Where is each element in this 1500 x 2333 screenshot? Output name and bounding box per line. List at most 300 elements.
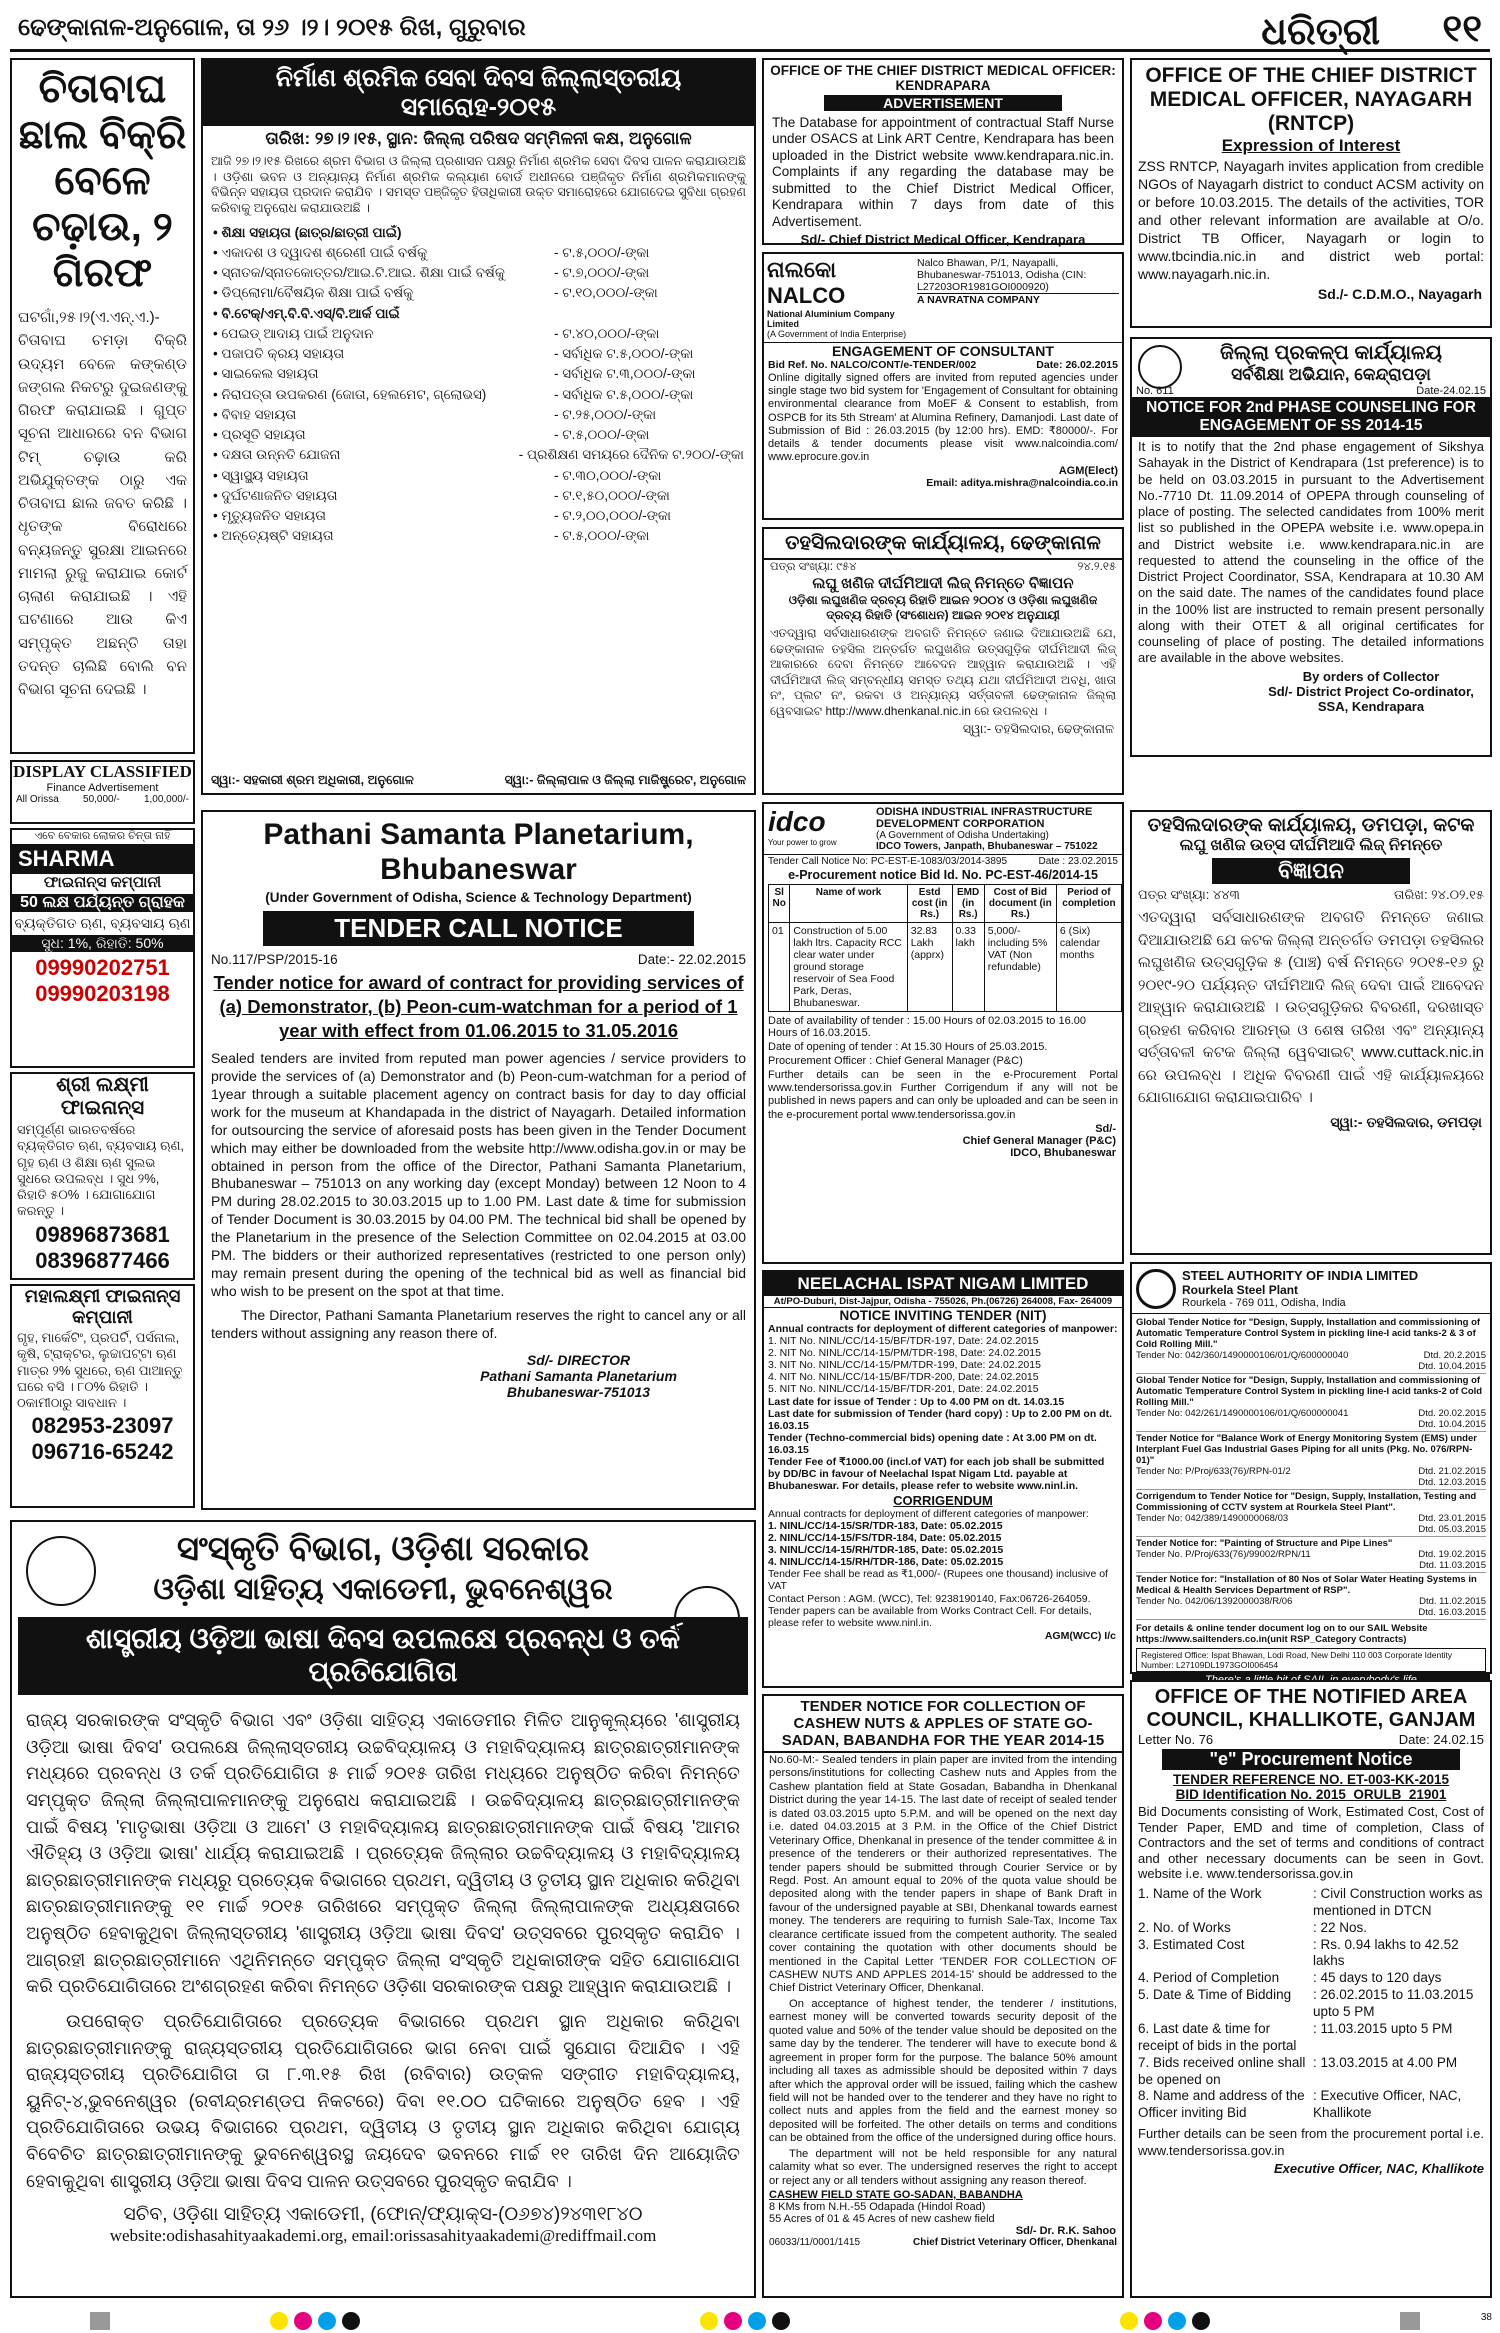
sharma-phone1: 09990202751: [35, 954, 170, 980]
khallikote-intro: Bid Documents consisting of Work, Estimated Cost, Cost of Tender Paper, EMD and time of completion, Class of Contractors and the set of terms and conditions of contract and other necessary documents can be seen in Govt. website i.e. www.tendersorissa.gov.in: [1138, 1804, 1484, 1882]
list-item: 1. NINL/CC/14-15/SR/TDR-183, Date: 05.02.2015: [768, 1520, 1003, 1532]
idco-info4: Further details can be seen in the e-Procurement Portal www.tendersorissa.gov.in Further Corrigendum if any will not be published in news papers and can only be uploaded and can be seen in the e-procurement portal www.tendersorissa.gov.in: [768, 1069, 1118, 1121]
khallikote-item: [1138, 1937, 1484, 1971]
sail-notice: [1136, 1573, 1486, 1620]
sail-notice-row: [1136, 1466, 1486, 1477]
neelachal-corr-title: CORRIGENDUM: [893, 1493, 993, 1508]
list-item: 2. NINL/CC/14-15/FS/TDR-184, Date: 05.02.2015: [768, 1532, 1002, 1544]
nalco-email: Email: aditya.mishra@nalcoindia.co.in: [926, 477, 1118, 490]
idco-name: ODISHA INDUSTRIAL INFRASTRUCTURE DEVELOPMENT CORPORATION: [876, 806, 1093, 830]
benefit-amount: - ଟ.୫,୦୦୦/-ଙ୍କା: [554, 427, 650, 442]
ssa-body: It is to notify that the 2nd phase engagement of Sikshya Sahayak in the District of Kendrapara (1st preference) is to be held on 03.03.2015 in pursuant to the Advertisement No.-7710 Dt. 11.09.2014 of OPEPA through counseling of place of posting. The selected candidates from 100% merit list so published in the OPEPA website i.e. www.opepa.in and District website i.e. www.kendrapara.nic.in are requested to attend the counseling in the office of the District Project Coordinator, SSA, Kendrapara at 10.30 AM on the said date. The names of the candidates found place in the 100% list are instructed to remain present personally along with their OTET & all original certificates for counseling of place of posting. The detailed informations are available in the above websites.: [1138, 439, 1484, 666]
damapada-ref: ପତ୍ର ସଂଖ୍ୟା: ୪୪୩: [1138, 887, 1240, 902]
benefit-label: • ପଜାପତି କ୍ରୟ ସହାୟତା: [213, 346, 345, 361]
damapada-title: ତହସିଲଦାରଙ୍କ କାର୍ଯ୍ୟାଳୟ, ଡମପଡ଼ା, କଟକ: [1147, 815, 1475, 836]
ssa-sign3: SSA, Kendrapara: [1317, 698, 1425, 714]
sail-notice-row: [1136, 1408, 1486, 1419]
sail-name: STEEL AUTHORITY OF INDIA LIMITED: [1182, 1268, 1419, 1283]
cashew-code: 06033/11/0001/1415: [769, 2237, 861, 2248]
item-value: : 22 Nos.: [1313, 1919, 1368, 1935]
idco-sub: (A Government of Odisha Undertaking): [876, 830, 1049, 841]
table-header: Cost of Bid document (in Rs.): [984, 885, 1056, 923]
page-number: ୧୧: [1442, 8, 1482, 50]
benefit-amount: - ସର୍ବାଧିକ ଟ.୩,୦୦୦/-ଙ୍କା: [554, 366, 696, 382]
sail-notice-d1: Dtd. 23.01.2015: [1418, 1513, 1486, 1524]
benefit-label: • ନିରାପତ୍ତା ଉପକରଣ (ଜୋତା, ହେଲମେଟ, ଗ୍ଲୋଭସ): [213, 386, 487, 402]
sail-notice: [1136, 1316, 1486, 1374]
sail-notice-d2: Dtd. 10.04.2015: [1418, 1361, 1486, 1372]
nalco-address: Nalco Bhawan, P/1, Nayapalli, Bhubaneswar-751013, Odisha (CIN: L27203OR1981GOI000920): [917, 257, 1087, 293]
mahalakshmi-phone1: 082953-23097: [31, 1413, 174, 1439]
sanskruti-para2: ଉପରୋକ୍ତ ପ୍ରତିଯୋଗିତାରେ ପ୍ରତ୍ୟେକ ବିଭାଗରେ ପ୍ରଥମ ସ୍ଥାନ ଅଧିକାର କରିଥିବା ଛାତ୍ରଛାତ୍ରୀମାନଙ୍କୁ ରାଜ୍ୟସ୍ତରୀୟ ପ୍ରତିଯୋଗିତାରେ ଭାଗ ନେବା ପାଇଁ ସୁଯୋଗ ଦିଆଯିବ । ଏହି ରାଜ୍ୟସ୍ତରୀୟ ପ୍ରତିଯୋଗିତା ତା ୮.୩.୧୫ ରିଖ (ରବିବାର) ଉତ୍କଳ ସଙ୍ଗୀତ ମହାବିଦ୍ୟାଳୟ, ୟୁନିଟ୍-୪,ଭୁବନେଶ୍ୱର (ରବୀନ୍ଦ୍ରମଣ୍ଡପ ନିକଟରେ) ଦିବା ୧୧.୦୦ ଘଟିକାରେ ଅନୁଷ୍ଠିତ ହେବ । ଏହି ପ୍ରତିଯୋଗିତାରେ ଉଭୟ ବିଭାଗରେ ପ୍ରଥମ, ଦ୍ୱିତୀୟ ଓ ତୃତୀୟ ସ୍ଥାନ ଅଧିକାର କରିଥିବା ଯୋଗ୍ୟ ବିବେଚିତ ଛାତ୍ରଛାତ୍ରୀମାନଙ୍କୁ ଭୁବନେଶ୍ୱରସ୍ଥ ଜୟଦେବ ଭବନରେ ମାର୍ଚ୍ଚ ୧୧ ତାରିଖ ଦିନ ଆୟୋଜିତ ହେବାକୁଥିବା ଶାସ୍ତ୍ରୀୟ ଓଡ଼ିଆ ଭାଷା ଦିବସ ପାଳନ ଉତ୍ସବରେ ପୁରସ୍କୃତ କରାଯିବ ।: [26, 2010, 740, 2191]
sail-notice-title: Tender Notice for "Balance Work of Energy Monitoring System (EMS) under Interplant Fuel Gas Industrial Gases Piping for all units (Pkg. No. 076/RPN-01)": [1136, 1433, 1477, 1466]
nalco-title: ENGAGEMENT OF CONSULTANT: [832, 343, 1054, 359]
ssa-notice: NOTICE FOR 2nd PHASE COUNSELING FOR ENGAGEMENT OF SS 2014-15: [1132, 397, 1490, 437]
benefit-amount: - ଟ.୭,୦୦୦/-ଙ୍କା: [554, 265, 650, 280]
benefit-row: [213, 466, 744, 486]
benefit-label: • ଅନ୍ତ୍ୟେଷ୍ଟି ସହାୟତା: [213, 528, 334, 544]
item-key: 8. Name and address of the Officer inviting Bid: [1138, 2088, 1305, 2121]
sail-notice-d2: Dtd. 05.03.2015: [1418, 1524, 1486, 1535]
lakshmi-finance-ad: [10, 1072, 195, 1280]
damapada-label: ବିଜ୍ଞାପନ: [1212, 858, 1410, 884]
idco-sign1: Sd/-: [1095, 1122, 1116, 1135]
mahalakshmi-body: ଗୃହ, ମାର୍କେଟିଂ, ପ୍ରପର୍ଟି, ପର୍ସନାଲ, କୃଷି, ଟ୍ରାକ୍ଟର, ଲୁଚ୍ଚାପଟ୍ଟା ଋଣ ମାତ୍ର ୨% ସୁଧରେ, ଋଣ ପାଆନ୍ତୁ ଘରେ ବସି । ୮୦% ରିହାତି । ଠକାମୀଠାରୁ ସାବଧାନ ।: [17, 1330, 183, 1410]
table-header: Sl No: [769, 885, 790, 923]
sail-notice-title: Global Tender Notice for "Design, Supply, Installation and commissioning of Automatic Temperature Control System in pickling line-I acid tanks-2 & 3 of Cold Rolling Mill.": [1136, 1317, 1481, 1350]
cashew-field: CASHEW FIELD STATE GO-SADAN, BABANDHA: [769, 2189, 1023, 2201]
benefit-label: • ଡିପ୍ଲୋମା/ବୈଷୟିକ ଶିକ୍ଷା ପାଇଁ ବର୍ଷକୁ: [213, 285, 414, 301]
list-item: Tender Fee of ₹1000.00 (incl.of VAT) for each job shall be submitted by DD/BC in favour of Neelachal Ispat Nigam Ltd. payable at Bhubaneswar. For details, please refer to website www.ninl.in.: [768, 1456, 1105, 1492]
neelachal-corr-list: [764, 1520, 1122, 1568]
benefit-row: [213, 344, 744, 364]
lakshmi-title: ଶ୍ରୀ ଲକ୍ଷ୍ମୀ ଫାଇନାନ୍ସ: [56, 1074, 149, 1119]
nirmana-sign-right: ସ୍ୱା:- ଜିଲ୍ଲାପାଳ ଓ ଜିଲ୍ଲା ମାଜିଷ୍ଟ୍ରେଟ, ଅନୁଗୋଳ: [504, 773, 746, 788]
mahalakshmi-finance-ad: [10, 1284, 195, 1508]
cdmo-kendrapara-ad: [762, 58, 1124, 248]
sail-notice-title: Tender Notice for: "Painting of Structure and Pipe Lines": [1136, 1538, 1393, 1549]
table-cell: 32.83 Lakh (apprx): [907, 923, 952, 1012]
list-item: Tender (Techno-commercial bids) opening date : At 3.00 PM on dt. 16.03.15: [768, 1432, 1097, 1456]
cashew-sign1: Sd/- Dr. R.K. Sahoo: [1015, 2225, 1116, 2237]
benefit-row: [213, 223, 744, 243]
table-cell: 01: [769, 923, 790, 1012]
benefit-amount: - ଟ.୫,୦୦୦/-ଙ୍କା: [554, 528, 650, 544]
chitabagh-title: ଚିତାବାଘ ଛାଲ ବିକ୍ରି ବେଳେ ଚଢ଼ାଉ, ୨ ଗିରଫ: [18, 67, 187, 295]
tahasil-damapada-ad: [1130, 810, 1492, 1255]
nirmana-shramika-ad: [201, 58, 756, 795]
sharma-line2: ବ୍ୟକ୍ତିଗତ ଋଣ, ବ୍ୟବସାୟ ଋଣ: [14, 914, 191, 931]
nalco-logo: NALCO: [767, 283, 846, 308]
idco-logo: idco: [768, 806, 826, 837]
sail-notice-no: Tender No: 042/261/1490000106/01/Q/600000041: [1136, 1408, 1349, 1419]
nayagarh-sub: Expression of Interest: [1221, 136, 1401, 156]
sail-notice-no: Tender No: P/Proj/633(76)/RPN-01/2: [1136, 1466, 1291, 1477]
idco-info3: Procurement Officer : Chief General Manager (P&C): [768, 1055, 1023, 1067]
nirmana-title: ନିର୍ମାଣ ଶ୍ରମିକ ସେବା ଦିବସ ଜିଲ୍ଲାସ୍ତରୀୟ ସମାରୋହ-୨୦୧୫: [203, 60, 754, 126]
planetarium-sign1: Sd/- DIRECTOR: [526, 1351, 631, 1368]
chitabagh-news: [10, 58, 195, 754]
item-value: : 13.03.2015 at 4.00 PM: [1313, 2054, 1458, 2070]
khallikote-item: [1138, 1886, 1484, 1920]
cmyk-dots: [270, 2312, 366, 2330]
item-value: : 11.03.2015 upto 5 PM: [1313, 2020, 1453, 2036]
sail-notice-list: [1132, 1314, 1490, 1622]
table-header: Period of completion: [1056, 885, 1121, 923]
list-item: 3. NINL/CC/14-15/RH/TDR-185, Date: 05.02.2015: [768, 1544, 1004, 1556]
idco-sign2: Chief General Manager (P&C): [962, 1134, 1116, 1147]
planetarium-sign2: Pathani Samanta Planetarium: [480, 1367, 677, 1384]
idco-table: [768, 884, 1122, 1012]
grey-swatch: [90, 2312, 110, 2330]
damapada-date: ତାରିଖ: ୨୪.୦୨.୧୫: [1394, 887, 1484, 902]
sail-plant: Rourkela Steel Plant: [1182, 1283, 1299, 1297]
benefit-row: [213, 385, 744, 405]
benefit-amount: - ଟ.୨୫,୦୦୦/-ଙ୍କା: [554, 406, 657, 422]
sharma-line1: 50 ଲକ୍ଷ ପର୍ଯ୍ୟନ୍ତ ଗ୍ରାହକ: [12, 894, 193, 912]
benefit-amount: - ଟ.୪୦,୦୦୦/-ଙ୍କା: [554, 325, 660, 341]
footer-page: 38: [1480, 2312, 1492, 2323]
item-key: 7. Bids received online shall be opened on: [1138, 2054, 1306, 2087]
tahasil-dhenkanal-title: ତହସିଲଦାରଙ୍କ କାର୍ଯ୍ୟାଳୟ, ଢେଙ୍କାନାଳ: [764, 529, 1122, 560]
neelachal-name: NEELACHAL ISPAT NIGAM LIMITED: [764, 1272, 1122, 1296]
cdmo-kendrapara-office: OFFICE OF THE CHIEF DISTRICT MEDICAL OFFICER: KENDRAPARA: [770, 63, 1116, 93]
sail-notice-no: Tender No: 042/389/1490000068/03: [1136, 1513, 1289, 1524]
khallikote-sign: Executive Officer, NAC, Khallikote: [1274, 2161, 1484, 2177]
item-key: 4. Period of Completion: [1138, 1970, 1280, 1986]
sail-notice-row: [1136, 1350, 1486, 1361]
sail-notice-d1: Dtd. 19.02.2015: [1418, 1549, 1486, 1560]
khallikote-office: OFFICE OF THE NOTIFIED AREA COUNCIL, KHALLIKOTE, GANJAM: [1146, 1686, 1476, 1731]
tahasil-dhenkanal-ad: [762, 527, 1124, 795]
benefit-label: • ପେଇଡ୍ ଆଦାୟ ପାଇଁ ଅନୁଦାନ: [213, 325, 374, 341]
benefit-row: [213, 364, 744, 384]
benefit-label: • ଦକ୍ଷତା ଉନ୍ନତି ଯୋଜନା: [213, 447, 341, 463]
cashew-body3: The department will not be held responsible for any natural calamity what so ever. The undersigned reserves the right to accept or reject any or all tenders without assigning any reason thereof.: [769, 2147, 1117, 2187]
nalco-ad: [762, 252, 1124, 520]
classified-title: DISPLAY CLASSIFIED: [13, 762, 192, 781]
table-cell: Construction of 5.00 lakh ltrs. Capacity RCC clear water under ground storage reservoir of Sea Food Park, Deras, Bhubaneswar.: [790, 923, 907, 1012]
classified-rate2: 1,00,000/-: [143, 794, 189, 805]
damapada-body: ଏତଦ୍ୱାରା ସର୍ବସାଧାରଣଙ୍କ ଅବଗତି ନିମନ୍ତେ ଜଣାଇ ଦିଆଯାଉଅଛି ଯେ କଟକ ଜିଲ୍ଲା ଅନ୍ତର୍ଗତ ଡମପଡ଼ା ତହସିଲର ଲଘୁଖଣିଜ ଉତ୍ସଗୁଡ଼ିକ ୫ (ପାଞ୍ଚ) ବର୍ଷ ନିମନ୍ତେ ୨୦୧୫-୧୬ ରୁ ୨୦୧୯-୨୦ ପର୍ଯ୍ୟନ୍ତ ଦୀର୍ଘମିଆଦି ଲିଜ୍ ଦେବା ପାଇଁ ଆବେଦନ ଆହ୍ୱାନ କରାଯାଉଅଛି । ଉତ୍ସଗୁଡ଼ିକର ବିବରଣୀ, ଦରଖାସ୍ତ ଗ୍ରହଣ କରିବାର ଆରମ୍ଭ ଓ ଶେଷ ତାରିଖ ଏବଂ ଅନ୍ୟାନ୍ୟ ସର୍ତ୍ତାବଳୀ କଟକ ଜିଲ୍ଲା ୱେବସାଇଟ୍ www.cuttack.nic.in ରେ ଉପଲବ୍ଧ । ଅଧିକ ବିବରଣୀ ପାଇଁ ଏହି କାର୍ଯ୍ୟାଳୟରେ ଯୋଗାଯୋଗ କରାଯାଇପାରିବ ।: [1138, 909, 1484, 1106]
sail-notice-row: [1136, 1560, 1486, 1571]
benefit-row: [213, 324, 744, 344]
neelachal-corr-intro: Annual contracts for deployment of different categories of manpower:: [768, 1508, 1089, 1520]
sail-logo-icon: [1136, 1269, 1176, 1309]
benefit-amount: - ସର୍ବାଧିକ ଟ.୫,୦୦୦/-ଙ୍କା: [554, 386, 694, 402]
neelachal-contact: Contact Person : AGM. (WCC), Tel: 9238190140, Fax:06726-264059. Tender papers can be available from Works Contract Cell. For details, please refer to website www.ninl.in.: [768, 1593, 1092, 1629]
sanskruti-para1: ରାଜ୍ୟ ସରକାରଙ୍କ ସଂସ୍କୃତି ବିଭାଗ ଏବଂ ଓଡ଼ିଶା ସାହିତ୍ୟ ଏକାଡେମୀର ମିଳିତ ଆନୁକୂଲ୍ୟରେ 'ଶାସ୍ତ୍ରୀୟ ଓଡ଼ିଆ ଭାଷା ଦିବସ' ଉପଲକ୍ଷେ ଜିଲ୍ଲାସ୍ତରୀୟ ଉଚ୍ଚବିଦ୍ୟାଳୟ ଓ ମହାବିଦ୍ୟାଳୟ ଛାତ୍ରଛାତ୍ରୀମାନଙ୍କ ମଧ୍ୟରେ ପ୍ରବନ୍ଧ ଓ ତର୍କ ପ୍ରତିଯୋଗିତା ୫ ମାର୍ଚ୍ଚ ୨୦୧୫ ତାରିଖ ମଧ୍ୟରେ ଅନୁଷ୍ଠିତ କରିବା ନିମନ୍ତେ ସମ୍ପୃକ୍ତ ଜିଲ୍ଲା ଜିଲ୍ଲାପାଳମାନଙ୍କୁ ଅନୁରୋଧ କରାଯାଇଅଛି । ଉଚ୍ଚବିଦ୍ୟାଳୟ ଛାତ୍ରଛାତ୍ରୀମାନଙ୍କ ପାଇଁ ବିଷୟ 'ମାତୃଭାଷା ଓଡ଼ିଆ ଓ ଆମେ' ଓ ମହାବିଦ୍ୟାଳୟ ଛାତ୍ରଛାତ୍ରୀମାନଙ୍କ ପାଇଁ ବିଷୟ 'ଆମର ଐତିହ୍ୟ ଓ ଓଡ଼ିଆ ଭାଷା' ଧାର୍ଯ୍ୟ କରାଯାଇଅଛି । ପ୍ରତ୍ୟେକ ଜିଲ୍ଲାର ଉଚ୍ଚବିଦ୍ୟାଳୟ ଓ ମହାବିଦ୍ୟାଳୟ ଛାତ୍ରଛାତ୍ରୀମାନଙ୍କ ମଧ୍ୟରୁ ପ୍ରତ୍ୟେକ ବିଭାଗରେ ପ୍ରଥମ, ଦ୍ୱିତୀୟ ଓ ତୃତୀୟ ସ୍ଥାନ ଅଧିକାର କରିଥିବା ଛାତ୍ରଛାତ୍ରୀମାନଙ୍କୁ ୧୧ ମାର୍ଚ୍ଚ ୨୦୧୫ ତାରିଖରେ ସମ୍ପୃକ୍ତ ଜିଲ୍ଲା ଜିଲ୍ଲାପାଳଙ୍କ ଅଧ୍ୟକ୍ଷତାରେ ଅନୁଷ୍ଠିତ ହେବାକୁଥିବା ଜିଲ୍ଲାସ୍ତରୀୟ 'ଶାସ୍ତ୍ରୀୟ ଓଡ଼ିଆ ଭାଷା ଦିବସ' ଉତ୍ସବରେ ପୁରସ୍କୃତ କରାଯିବ । ଆଗ୍ରହୀ ଛାତ୍ରଛାତ୍ରୀମାନେ ଏଥିନିମନ୍ତେ ସମ୍ପୃକ୍ତ ଜିଲ୍ଲା ସଂସ୍କୃତି ଅଧିକାରୀଙ୍କ ସହିତ ଯୋଗାଯୋଗ କରି ପ୍ରତିଯୋଗିତାରେ ଅଂଶଗ୍ରହଣ କରିବା ନିମନ୍ତେ ଓଡ଼ିଶା ସରକାରଙ୍କ ପକ୍ଷରୁ ଆହ୍ୱାନ କରାଯାଉଅଛି ।: [26, 1710, 740, 1997]
damapada-sign: ସ୍ୱା:- ତହସିଲଦାର, ଡମପଡ଼ା: [1330, 1113, 1482, 1130]
ssa-title: ଜିଲ୍ଲା ପ୍ରକଳ୍ପ କାର୍ଯ୍ୟାଳୟ: [1220, 342, 1442, 364]
nirmana-sign-left: ସ୍ୱା:- ସହକାରୀ ଶ୍ରମ ଅଧିକାରୀ, ଅନୁଗୋଳ: [211, 773, 414, 788]
cdmo-nayagarh-ad: [1130, 58, 1492, 328]
benefit-row: [213, 304, 744, 324]
khallikote-ref2: BID Identification No. 2015_ORULB_21901: [1175, 1787, 1447, 1802]
nalco-logo-odia: ନାଲକୋ: [767, 257, 837, 282]
ssa-no: No. 611: [1136, 385, 1174, 397]
benefit-row: [213, 263, 744, 283]
nayagarh-sign: Sd./- C.D.M.O., Nayagarh: [1317, 285, 1482, 302]
damapada-sub: ଲଘୁ ଖଣିଜ ଉତ୍ସ ଦୀର୍ଘମିଆଦି ଲିଜ୍ ନିମନ୍ତେ: [1179, 837, 1443, 854]
cdmo-kendrapara-label: ADVERTISEMENT: [824, 95, 1062, 111]
page-header: [10, 6, 1490, 52]
nirmana-benefit-list: [203, 219, 754, 551]
print-registration-bar: [0, 2308, 1500, 2333]
classified-rate-label: All Orissa: [16, 794, 59, 805]
benefit-amount: - ସର୍ବାଧିକ ଟ.୫,୦୦୦/-ଙ୍କା: [554, 346, 694, 361]
idco-sign3: IDCO, Bhubaneswar: [1010, 1146, 1116, 1159]
nayagarh-office: OFFICE OF THE CHIEF DISTRICT MEDICAL OFFICER, NAYAGARH (RNTCP): [1145, 64, 1477, 136]
benefit-row: [213, 243, 744, 263]
sail-notice-title: Tender Notice for: "Installation of 80 Nos of Solar Water Heating Systems in Medical & Health Services Department of RSP".: [1136, 1574, 1477, 1596]
benefit-amount: [554, 304, 744, 324]
planetarium-title: Pathani Samanta Planetarium, Bhubaneswar: [263, 818, 694, 886]
table-cell: 0.33 lakh: [952, 923, 984, 1012]
sail-notice: [1136, 1537, 1486, 1573]
khallikote-item: [1138, 2021, 1484, 2055]
tahasil-dhenkanal-law: ଓଡ଼ିଶା ଲଘୁଖଣିଜ ଦ୍ରବ୍ୟ ରିହାତି ଆଇନ ୨୦୦୪ ଓ ଓଡ଼ିଶା ଲଘୁଖଣିଜ ଦ୍ରବ୍ୟ ରିହାତି (ସଂଶୋଧନ) ଆଇନ ୨୦୧୪ ଅନୁଯାୟୀ: [788, 593, 1098, 622]
khallikote-notice: "e" Procurement Notice: [1162, 1749, 1460, 1770]
nirmana-intro: ଆଜି ୨୭।୨।୧୫ ରିଖରେ ଶ୍ରମ ବିଭାଗ ଓ ଜିଲ୍ଲା ପ୍ରଶାସନ ପକ୍ଷରୁ ନିର୍ମାଣ ଶ୍ରମିକ ସେବା ଦିବସ ପାଳନ କରାଯାଉଅଛି । ଓଡ଼ିଶା ଭବନ ଓ ଅନ୍ୟାନ୍ୟ ନିର୍ମାଣ ଶ୍ରମିକ କଲ୍ୟାଣ ବୋର୍ଡ ଅଧୀନରେ ପଞ୍ଜିକୃତ ନିର୍ମାଣ ଶ୍ରମିକମାନଙ୍କୁ ବିଭିନ୍ନ ସହାୟତା ପ୍ରଦାନ କରାଯିବ । ସମସ୍ତ ପଞ୍ଜିକୃତ ହିତାଧିକାରୀ ଉକ୍ତ ସମାରୋହରେ ଯୋଗଦେଇ ସୁବିଧା ଗ୍ରହଣ କରିବାକୁ ଅନୁରୋଧ କରାଯାଉଅଛି ।: [211, 154, 746, 215]
item-key: 5. Date & Time of Bidding: [1138, 1987, 1292, 2003]
benefit-label: • ମୃତ୍ୟୁଜନିତ ସହାୟତା: [213, 508, 326, 523]
khallikote-item: [1138, 1987, 1484, 2021]
tahasil-dhenkanal-sub: ଲଘୁ ଖଣିଜ ଦୀର୍ଘମିଆଦୀ ଲିଜ୍ ନିମନ୍ତେ ବିଜ୍ଞାପନ: [812, 575, 1074, 592]
benefit-amount: [554, 223, 744, 243]
benefit-label: • ଏକାଦଶ ଓ ଦ୍ୱାଦଶ ଶ୍ରେଣୀ ପାଇଁ ବର୍ଷକୁ: [213, 244, 428, 260]
ssa-sub: ସର୍ବଶିକ୍ଷା ଅଭିଯାନ, କେନ୍ଦ୍ରାପଡ଼ା: [1231, 365, 1431, 384]
nalco-sub: (A Government of India Enterprise): [767, 329, 907, 339]
benefit-label: • ସାଇକେଲ ସହାୟତା: [213, 366, 319, 382]
sail-notice-row: [1136, 1524, 1486, 1535]
table-header: Estd cost (in Rs.): [907, 885, 952, 923]
list-item: Last date for issue of Tender : Up to 4.00 PM on dt. 14.03.15: [768, 1396, 1065, 1408]
benefit-label: • ଶିକ୍ଷା ସହାୟତା (ଛାତ୍ର/ଛାତ୍ରୀ ପାଇଁ): [213, 224, 402, 240]
list-item: 4. NIT No. NINL/CC/14-15/BF/TDR-200, Date: 24.02.2015: [768, 1371, 1039, 1383]
display-classified: [10, 760, 195, 824]
sharma-name: SHARMA: [12, 844, 193, 874]
neelachal-nit-list: [764, 1335, 1122, 1395]
benefit-row: [213, 526, 744, 546]
sail-notice-no: Tender No: 042/360/1490000106/01/Q/600000040: [1136, 1350, 1349, 1361]
cmyk-dots-center: [700, 2312, 796, 2330]
sail-notice-row: [1136, 1549, 1486, 1560]
idco-addr: IDCO Towers, Janpath, Bhubaneswar – 751022: [876, 841, 1098, 852]
sail-notice-row: [1136, 1513, 1486, 1524]
list-item: 2. NIT No. NINL/CC/14-15/PM/TDR-198, Date: 24.02.2015: [768, 1347, 1041, 1359]
sail-footer: For details & online tender document log on to our SAIL Website https://www.sailtenders.co.in(unit RSP_Category Contracts): [1136, 1623, 1428, 1645]
benefit-row: [213, 283, 744, 303]
odisha-emblem-icon: [26, 1536, 96, 1606]
list-item: 5. NIT No. NINL/CC/14-15/BF/TDR-201, Date: 24.02.2015: [768, 1383, 1039, 1395]
khallikote-eprocurement: [1130, 1680, 1492, 2298]
nayagarh-body: ZSS RNTCP, Nayagarh invites application from credible NGOs of Nayagarh district to conduct ACSM activity on or before 10.03.2015. The details of the activities, TOR and other relevant information are available at O/o. District TB Officer, Nayagarh or login to www.tbcindia.nic.in and district web portal: www.nayagarh.nic.in.: [1138, 158, 1484, 282]
cdmo-kendrapara-body: The Database for appointment of contractual Staff Nurse under OSACS at Link ART Centre, Kendrapara has been uploaded in the District website www.kendrapara.nic.in. Complaints if any regarding the database may be submitted to the Chief District Medical Officer, Kendrapara within 7 days from date of this Advertisement.: [772, 115, 1114, 229]
sanskruti-web: website:odishasahityaakademi.org, email:orissasahityaakademi@rediffmail.com: [109, 2226, 657, 2246]
sanskruti-sign: ସଚିବ, ଓଡ଼ିଶା ସାହିତ୍ୟ ଏକାଡେମୀ, (ଫୋନ୍/ଫ୍ୟାକ୍ସ-(୦୬୭୪)୨୪୩୧୮୪୦: [123, 2204, 643, 2226]
classified-subtitle: Finance Advertisement: [46, 782, 159, 794]
benefit-label: • ସ୍ନାତକ/ସ୍ନାତକୋତ୍ତର/ଆଇ.ଟି.ଆଇ. ଶିକ୍ଷା ପାଇଁ ବର୍ଷକୁ: [213, 265, 505, 280]
tahasil-dhenkanal-sign: ସ୍ୱା:- ତହସିଲଦାର, ଢେଙ୍କାନାଳ: [962, 721, 1114, 736]
neelachal-title: NOTICE INVITING TENDER (NIT): [839, 1308, 1047, 1323]
khallikote-item: [1138, 1920, 1484, 1937]
sharma-sub: ଫାଇନାନ୍ସ କମ୍ପାନୀ: [43, 873, 162, 891]
academy-seal-icon: [674, 1586, 740, 1652]
emblem-icon: [1138, 345, 1182, 389]
nirmana-date-line: ତାରିଖ: ୨୭।୨।୧୫, ସ୍ଥାନ: ଜିଲ୍ଲା ପରିଷଦ ସମ୍ମିଳନୀ କକ୍ଷ, ଅନୁଗୋଳ: [265, 129, 692, 148]
newspaper-brand: ଧରିତ୍ରୀ: [1261, 8, 1380, 53]
neelachal-sign: AGM(WCC) I/c: [1044, 1630, 1116, 1642]
sail-notice-row: [1136, 1477, 1486, 1488]
benefit-row: [213, 486, 744, 506]
benefit-amount: - ଟ.୫,୦୦୦/-ଙ୍କା: [554, 244, 650, 260]
sail-notice-d2: Dtd. 16.03.2015: [1418, 1607, 1486, 1618]
sail-notice: [1136, 1490, 1486, 1537]
sail-notice-d1: Dtd. 21.02.2015: [1418, 1466, 1486, 1477]
sail-notice-no: Tender No. 042/06/1392000038/R/06: [1136, 1596, 1293, 1607]
list-item: 3. NIT No. NINL/CC/14-15/PM/TDR-199, Date: 24.02.2015: [768, 1359, 1041, 1371]
cashew-area: 55 Acres of 01 & 45 Acres of new cashew field: [769, 2213, 995, 2225]
ssa-sign1: By orders of Collector: [1302, 668, 1440, 684]
idco-tender: [762, 802, 1124, 1264]
nalco-date: Date: 26.02.2015: [1036, 359, 1118, 371]
khallikote-letter: Letter No. 76: [1138, 1732, 1214, 1747]
planetarium-subtitle: (Under Government of Odisha, Science & Technology Department): [265, 890, 692, 905]
benefit-amount: - ଟ.୧,୫୦,୦୦୦/-ଙ୍କା: [554, 487, 670, 503]
sail-reg: Registered Office: Ispat Bhawan, Lodi Road, New Delhi 110 003 Corporate Identity Number: L27109DL1973GOI006454: [1136, 1648, 1486, 1672]
neelachal-dates: [764, 1395, 1122, 1493]
sail-notice-row: [1136, 1596, 1486, 1607]
planetarium-ref: No.117/PSP/2015-16: [211, 952, 338, 967]
planetarium-tender: [201, 810, 756, 1510]
cashew-body2: On acceptance of highest tender, the tenderer / institutions, earnest money will be converted towards security deposit of the quoted value and 50% of the tender value should be deposited on the same day by the tenderer. The tenderer will have to execute bond & agreement in proper form for the purpose. The balance 50% amount including all taxes as admissible should be deposited within 7 days after which the approval order will be issued, failing which the cashew field will not be handed over to the tenderer and they have no right to collect nuts and apples from the field and the earnest money so deposited will be forfeited. The other details on terms and conditions can be obtained from the office of the undersigned during office hours.: [769, 1997, 1117, 2145]
lakshmi-phone1: 09896873681: [35, 1221, 170, 1247]
benefit-row: [213, 425, 744, 445]
cashew-title: TENDER NOTICE FOR COLLECTION OF CASHEW NUTS & APPLES OF STATE GO-SADAN, BABANDHA FOR THE YEAR 2014-15: [764, 1696, 1122, 1753]
sharma-line3: ସୁଧ: 1%, ରିହାତି: 50%: [12, 935, 193, 952]
nalco-name: National Aluminium Company Limited: [767, 309, 895, 329]
tahasil-dhenkanal-date: ୨୪.୨.୧୫: [1077, 561, 1116, 573]
sail-addr: Rourkela - 769 011, Odisha, India: [1182, 1297, 1346, 1309]
idco-date: Date : 23.02.2015: [1038, 856, 1118, 867]
grey-swatch-right: [1400, 2312, 1420, 2330]
planetarium-notice: TENDER CALL NOTICE: [263, 911, 694, 946]
chitabagh-body: ଘଟଗାଁ,୨୫।୨(ଏ.ଏନ୍.ଏ.)- ଚିତାବାଘ ଚମଡ଼ା ବିକ୍ରି ଉଦ୍ୟମ ବେଳେ କଙ୍କଣ୍ଡ ଜଙ୍ଗଲ ନିକଟରୁ ଦୁଇଜଣଙ୍କୁ ଗିରଫ କରାଯାଇଛି । ଗୁପ୍ତ ସୂଚନା ଆଧାରରେ ବନ ବିଭାଗ ଟିମ୍ ଚଢ଼ାଉ କରି ଅଭିଯୁକ୍ତଙ୍କ ଠାରୁ ଏକ ଚିତାବାଘ ଛାଲ ଜବତ କରିଛି । ଧୃତଙ୍କ ବିରୋଧରେ ବନ୍ୟଜନ୍ତୁ ସୁରକ୍ଷା ଆଇନରେ ମାମଲା ରୁଜୁ କରାଯାଇ କୋର୍ଟ ଚାଲାଣ କରାଯାଇଛି । ଏହି ଘଟଣାରେ ଆଉ କିଏ ସମ୍ପୃକ୍ତ ଅଛନ୍ତି ତାହା ତଦନ୍ତ ଚାଲିଛି ବୋଲି ବନ ବିଭାଗ ସୂଚନା ଦେଇଛି ।: [18, 309, 187, 698]
ssa-sign2: Sd/- District Project Co-ordinator,: [1268, 683, 1474, 699]
item-key: 3. Estimated Cost: [1138, 1936, 1245, 1952]
neelachal-tender: [762, 1270, 1124, 1688]
cashew-tender: [762, 1694, 1124, 2298]
benefit-amount: - ଟ.୩୦,୦୦୦/-ଙ୍କା: [554, 467, 662, 483]
sail-notice-d2: Dtd. 10.04.2015: [1418, 1419, 1486, 1430]
nalco-bid: Bid Ref. No. NALCO/CONT/e-TENDER/002: [768, 359, 977, 371]
planetarium-body1: Sealed tenders are invited from reputed man power agencies / service providers to provide the services of (a) Demonstrator and (b) Peon-cum-watchman for a period of 1year through a suitable placement agency on contract basis for day to day official work for the museum at Khandapada in the district of Nayagarh. Detailed information for outsourcing the service of aforesaid posts has been given in the Tender Document which may either be downloaded from the website http://www.odisha.gov.in or may be obtained in person from the office of the Director, Pathani Samanta Planetarium, Bhubaneswar – 751013 on any working day (except Monday) between 12 Noon to 4 PM during 28.02.2015 to 30.03.2015 up to 1.00 PM. Last date & time for submission of Tender Document is 30.03.2015 by 04.00 PM. The technical bid shall be opened by the Planetarium in the presence of the Selection Committee on 02.04.2015 at 03.00 PM. The bidders or their authorized representatives (restricted to one person only) may remain present during the opening of the technical bid as well as financial bid who wish to be present on the spot at that time.: [211, 1050, 746, 1299]
item-key: 1. Name of the Work: [1138, 1885, 1262, 1901]
sail-notice-d1: Dtd. 11.02.2015: [1419, 1596, 1486, 1607]
header-edition-date: ଢେଙ୍କାନାଳ-ଅନୁଗୋଳ, ତା ୨୬ ।୨। ୨୦୧୫ ରିଖ, ଗୁରୁବାର: [18, 14, 526, 41]
khallikote-items: [1132, 1884, 1490, 2124]
table-cell: 6 (Six) calendar months: [1056, 923, 1121, 1012]
nalco-sign: AGM(Elect): [1058, 465, 1118, 478]
cmyk-dots-right: [1120, 2312, 1216, 2330]
tahasil-dhenkanal-ref: ପତ୍ର ସଂଖ୍ୟା: ୯୫୪: [770, 561, 857, 573]
tahasil-dhenkanal-body: ଏତଦ୍ୱାରା ସର୍ବସାଧାରଣଙ୍କ ଅବଗତି ନିମନ୍ତେ ଜଣାଇ ଦିଆଯାଉଅଛି ଯେ, ଢେଙ୍କାନାଳ ତହସିଲ ଅନ୍ତର୍ଗତ ଲଘୁଖଣିଜ ଉତ୍ସଗୁଡ଼ିକ ଦୀର୍ଘମିଆଦୀ ଲିଜ୍ ଆକାରରେ ଦେବା ନିମନ୍ତେ ଆବେଦନ ଆହ୍ୱାନ କରାଯାଉଅଛି । ଏହି ଦୀର୍ଘମିଆଦୀ ଲିଜ୍ ସମ୍ବନ୍ଧୀୟ ସମସ୍ତ ତଥ୍ୟ ଯଥା ଦୀର୍ଘମିଆଦୀ ଅବଧି, ଖାତା ନଂ, ପ୍ଲଟ ନଂ, ରକବା ଓ ଅନ୍ୟାନ୍ୟ ସର୍ତ୍ତାବଳୀ ଢେଙ୍କାନାଳ ଜିଲ୍ଲା ୱେବସାଇଟ http://www.dhenkanal.nic.in ରେ ଉପଲବ୍ଧ ।: [770, 626, 1116, 718]
sail-notice-d2: Dtd. 11.03.2015: [1419, 1560, 1486, 1571]
sharma-phone2: 09990203198: [35, 980, 170, 1006]
benefit-amount: - ଟ.୧୦,୦୦୦/-ଙ୍କା: [554, 285, 658, 301]
list-item: Last date for submission of Tender (hard copy) : Up to 2.00 PM on dt. 16.03.15: [768, 1408, 1112, 1432]
sanskruti-banner: ଶାସ୍ତ୍ରୀୟ ଓଡ଼ିଆ ଭାଷା ଦିବସ ଉପଲକ୍ଷେ ପ୍ରବନ୍ଧ ଓ ତର୍କ ପ୍ରତିଯୋଗିତା: [18, 1617, 748, 1695]
sharma-top: ଏବେ ବେକାର ଲୋକର ଚିନ୍ତା ନାହିଁ: [34, 830, 171, 842]
table-header: EMD (in Rs.): [952, 885, 984, 923]
planetarium-body2: The Director, Pathani Samanta Planetarium reserves the right to cancel any or all tenders without assigning any reason there of.: [211, 1306, 746, 1341]
mahalakshmi-title: ମହାଲକ୍ଷ୍ମୀ ଫାଇନାନ୍ସ କମ୍ପାନୀ: [24, 1286, 181, 1327]
item-value: : 45 days to 120 days: [1313, 1970, 1442, 1986]
khallikote-item: [1138, 1970, 1484, 1987]
benefit-amount: - ପ୍ରଶିକ୍ଷଣ ସମୟରେ ଦୈନିକ ଟ.୨୦୦/-ଙ୍କା: [518, 447, 744, 463]
benefit-label: • ପ୍ରସୂତି ସହାୟତା: [213, 427, 306, 442]
mahalakshmi-phone2: 096716-65242: [31, 1439, 174, 1465]
cashew-sign2: Chief District Veterinary Officer, Dhenkanal: [913, 2237, 1117, 2248]
sail-tender: [1130, 1262, 1492, 1674]
item-value: : Rs. 0.94 lakhs to 42.52 lakhs: [1313, 1936, 1459, 1969]
planetarium-headline: Tender notice for award of contract for providing services of (a) Demonstrator, (b) Peon-cum-watchman for a period of 1 year with effect from 01.06.2015 to 31.05.2016: [213, 972, 744, 1042]
benefit-row: [213, 506, 744, 526]
item-value: : 26.02.2015 to 11.03.2015 upto 5 PM: [1313, 1987, 1474, 2020]
cashew-body1: No.60-M:- Sealed tenders in plain paper are invited from the intending persons/institutions for collecting Cashew nuts and Apples from the Cashew plantation field at State Gosadan, Babandha in Dhenkanal District during the year 14-15. The last date of receipt of sealed tender is dated 03.03.2015 upto 5.P.M. and will be opened on the next day i.e. dated 04.03.2015 at 3 P.M. in the Office of the Chief District Veterinary Office, Dhenkanal in presence of the tender committee & in presence of the tenderers or their authorized representatives. The tender papers should be submitted through Courier Service or by Regd. Post. An amount equal to 20% of the quota value should be deposited along with the tender papers in shape of Bank Draft in favour of the undersigned payable at SBI, Dhenkanal towards earnest money. The tenderers are requiring to furnish Sale-Tax, Income Tax clearance certificate issued from the competent authority. The sealed cover containing the quotation with other documents should be mentioned in the Capital Letter 'TENDER FOR COLLECTION OF CASHEW NUTS AND APPLES 2014-15' should be addressed to the Chief District Veterinary Officer, Dhenkanal.: [769, 1754, 1117, 1995]
idco-bidno: e-Procurement notice Bid Id. No. PC-EST-46/2014-15: [788, 868, 1098, 882]
ssa-kendrapara-ad: [1130, 337, 1492, 757]
nalco-body: Online digitally signed offers are invited from reputed agencies under single stage two bid system for 'Engagement of Consultant for obtaining environmental clearance from MoEF & Consent to establish, from OSPCB for its 5th Stream' at Alumina Refinery, Damanjodi. Last date of Submission of Bid : 26.03.2015 (by 12:00 hrs). EMD: ₹80000/-. For details & tender documents please visit www.nalcoindia.com/ www.eprocure.gov.in: [768, 372, 1118, 464]
lakshmi-phone2: 08396877466: [35, 1247, 170, 1273]
idco-info1: Date of availability of tender : 15.00 Hours of 02.03.2015 to 16.00 Hours of 16.03.2015.: [768, 1015, 1086, 1039]
khallikote-outro: Further details can be seen from the procurement portal i.e. www.tendersorissa.gov.in: [1138, 2126, 1484, 2158]
sail-notice-d1: Dtd. 20.02.2015: [1418, 1408, 1486, 1419]
khallikote-item: [1138, 2055, 1484, 2089]
sail-notice: [1136, 1432, 1486, 1490]
sanskruti-academy: ଓଡ଼ିଶା ସାହିତ୍ୟ ଏକାଡେମୀ, ଭୁବନେଶ୍ୱର: [153, 1573, 613, 1606]
sail-notice-d2: Dtd. 12.03.2015: [1418, 1477, 1486, 1488]
table-header: Name of work: [790, 885, 907, 923]
idco-tag: Your power to grow: [768, 838, 837, 847]
benefit-label: • ଦୁର୍ଘଟଣାଜନିତ ସହାୟତା: [213, 487, 338, 503]
sail-notice-row: [1136, 1607, 1486, 1618]
lakshmi-body: ସମ୍ପୂର୍ଣ୍ଣ ଭାରତବର୍ଷରେ ବ୍ୟକ୍ତିଗତ ଋଣ, ବ୍ୟବସାୟ ଋଣ, ଗୃହ ଋଣ ଓ ଶିକ୍ଷା ଋଣ ସୁଲଭ ସୁଧରେ ଉପଲବ୍ଧ । ସୁଧ ୨%, ରିହାତି ୫୦% । ଯୋଗାଯୋଗ କରନ୍ତୁ ।: [17, 1122, 185, 1219]
cdmo-kendrapara-sign: Sd/- Chief District Medical Officer, Kendrapara: [800, 232, 1086, 248]
khallikote-ref1: TENDER REFERENCE NO. ET-003-KK-2015: [1172, 1772, 1450, 1787]
neelachal-corr-fee: Tender Fee shall be read as ₹1,000/- (Rupees one thousand) inclusive of VAT: [768, 1568, 1108, 1592]
benefit-label: • ସ୍ୱାସ୍ଥ୍ୟ ସହାୟତା: [213, 467, 309, 483]
sanskruti-vibhag-ad: [10, 1520, 756, 2298]
sail-notice: [1136, 1374, 1486, 1432]
sail-notice-row: [1136, 1419, 1486, 1430]
neelachal-intro: Annual contracts for deployment of different categories of manpower:: [768, 1323, 1118, 1335]
idco-info2: Date of opening of tender : At 15.30 Hours of 25.03.2015.: [768, 1041, 1048, 1053]
khallikote-item: [1138, 2088, 1484, 2122]
classified-rate1: 50,000/-: [83, 794, 120, 805]
neelachal-addr: At/PO-Duburi, Dist-Jajpur, Odisha - 755026, Ph.(06726) 264008, Fax- 264009: [764, 1296, 1122, 1308]
list-item: 4. NINL/CC/14-15/RH/TDR-186, Date: 05.02.2015: [768, 1556, 1004, 1568]
benefit-amount: - ଟ.୨,୦୦,୦୦୦/-ଙ୍କା: [554, 508, 671, 523]
item-value: : Executive Officer, NAC, Khallikote: [1313, 2088, 1462, 2121]
sail-notice-d1: Dtd. 20.2.2015: [1423, 1350, 1486, 1361]
idco-ref: Tender Call Notice No: PC-EST-E-1083/03/2014-3895: [768, 856, 1008, 867]
item-value: : Civil Construction works as mentioned in DTCN: [1313, 1885, 1483, 1918]
item-key: 2. No. of Works: [1138, 1919, 1231, 1935]
nalco-navratna: A NAVRATNA COMPANY: [917, 293, 1119, 306]
ssa-date: Date-24.02.15: [1416, 385, 1486, 397]
